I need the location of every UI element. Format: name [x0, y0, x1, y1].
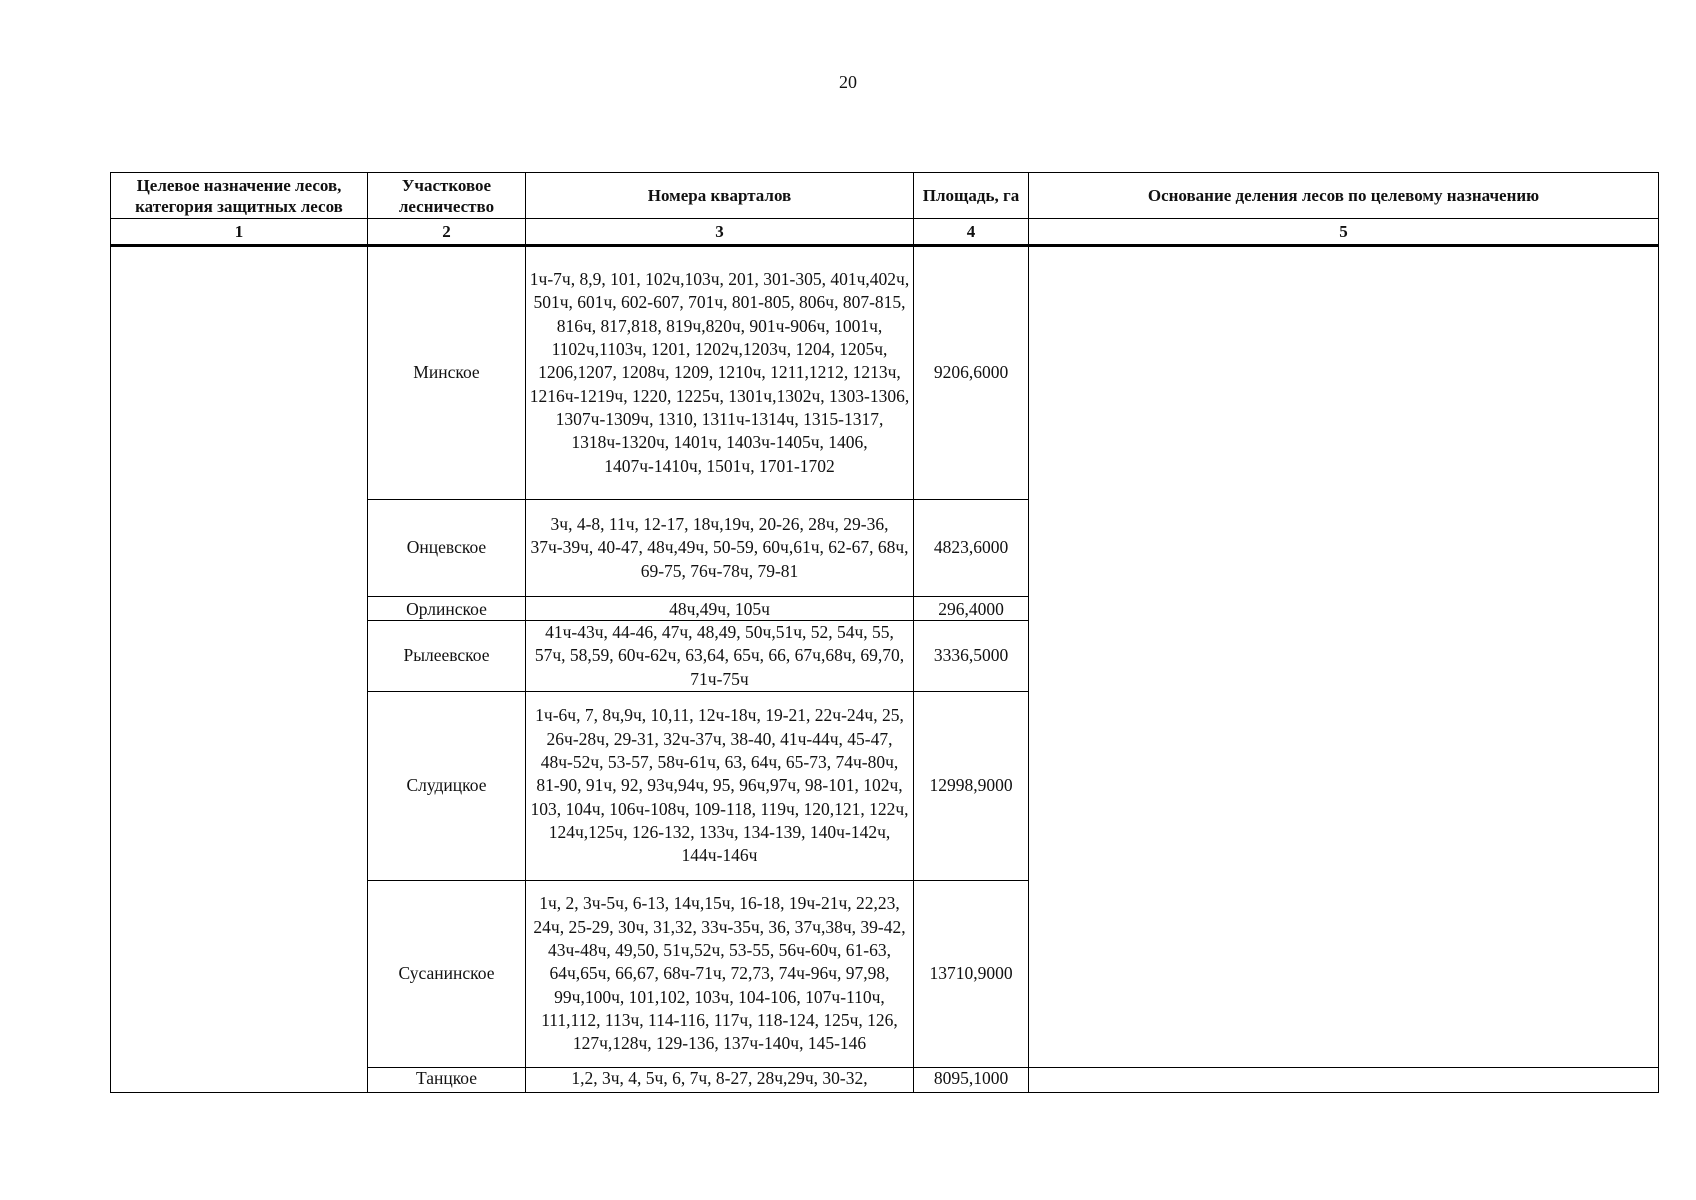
header-quarters: Номера кварталов: [526, 173, 914, 219]
forestry-cell: Орлинское: [368, 597, 526, 621]
quarters-cell: 1ч, 2, 3ч-5ч, 6-13, 14ч,15ч, 16-18, 19ч-21ч, 22,23, 24ч, 25-29, 30ч, 31,32, 33ч-35ч, 36, 37ч,38ч, 39-42, 43ч-48ч, 49,50, 51ч,52ч, 53-55, 56ч-60ч, 61-63, 64ч,65ч, 66,67, 68ч-71ч, 72,73, 74ч-96ч, 97,98, 99ч,100ч, 101,102, 103ч, 104-106, 107ч-110ч, 111,112, 113ч, 114-116, 117ч, 118-124, 125ч, 126, 127ч,128ч, 129-136, 137ч-140ч, 145-146: [526, 881, 914, 1068]
page-number: 20: [839, 72, 857, 92]
area-cell: 4823,6000: [914, 500, 1029, 597]
forestry-cell: Рылеевское: [368, 621, 526, 692]
quarters-cell: 1ч-6ч, 7, 8ч,9ч, 10,11, 12ч-18ч, 19-21, 22ч-24ч, 25, 26ч-28ч, 29-31, 32ч-37ч, 38-40, 41ч-44ч, 45-47, 48ч-52ч, 53-57, 58ч-61ч, 63, 64ч, 65-73, 74ч-80ч, 81-90, 91ч, 92, 93ч,94ч, 95, 96ч,97ч, 98-101, 102ч, 103, 104ч, 106ч-108ч, 109-118, 119ч, 120,121, 122ч, 124ч,125ч, 126-132, 133ч, 134-139, 140ч-142ч, 144ч-146ч: [526, 692, 914, 881]
quarters-cell: 48ч,49ч, 105ч: [526, 597, 914, 621]
forest-quarters-table: [110, 172, 1659, 1093]
area-cell: 9206,6000: [914, 246, 1029, 500]
area-cell: 13710,9000: [914, 881, 1029, 1068]
column-number: 3: [526, 219, 914, 246]
table-row: [111, 246, 1659, 500]
header-purpose: Целевое назначение лесов, категория защитных лесов: [111, 173, 368, 219]
header-basis: Основание деления лесов по целевому назначению: [1029, 173, 1659, 219]
forestry-cell: Танцкое: [368, 1068, 526, 1093]
column-number: 1: [111, 219, 368, 246]
forestry-cell: Минское: [368, 246, 526, 500]
area-cell: 296,4000: [914, 597, 1029, 621]
column-number-row: [111, 219, 1659, 246]
forestry-cell: Сусанинское: [368, 881, 526, 1068]
area-cell: 12998,9000: [914, 692, 1029, 881]
forestry-cell: Слудицкое: [368, 692, 526, 881]
column-number: 5: [1029, 219, 1659, 246]
column-number: 4: [914, 219, 1029, 246]
header-forestry: Участковое лесничество: [368, 173, 526, 219]
basis-cell: [1029, 246, 1659, 1068]
forestry-cell: Онцевское: [368, 500, 526, 597]
table-header-row: [111, 173, 1659, 219]
quarters-cell: 3ч, 4-8, 11ч, 12-17, 18ч,19ч, 20-26, 28ч, 29-36, 37ч-39ч, 40-47, 48ч,49ч, 50-59, 60ч,61ч, 62-67, 68ч, 69-75, 76ч-78ч, 79-81: [526, 500, 914, 597]
quarters-cell: 41ч-43ч, 44-46, 47ч, 48,49, 50ч,51ч, 52, 54ч, 55, 57ч, 58,59, 60ч-62ч, 63,64, 65ч, 66, 67ч,68ч, 69,70, 71ч-75ч: [526, 621, 914, 692]
basis-cell: [1029, 1068, 1659, 1093]
header-area: Площадь, га: [914, 173, 1029, 219]
quarters-cell: 1,2, 3ч, 4, 5ч, 6, 7ч, 8-27, 28ч,29ч, 30-32,: [526, 1068, 914, 1093]
quarters-cell: 1ч-7ч, 8,9, 101, 102ч,103ч, 201, 301-305, 401ч,402ч, 501ч, 601ч, 602-607, 701ч, 801-805, 806ч, 807-815, 816ч, 817,818, 819ч,820ч, 901ч-906ч, 1001ч, 1102ч,1103ч, 1201, 1202ч,1203ч, 1204, 1205ч, 1206,1207, 1208ч, 1209, 1210ч, 1211,1212, 1213ч, 1216ч-1219ч, 1220, 1225ч, 1301ч,1302ч, 1303-1306, 1307ч-1309ч, 1310, 1311ч-1314ч, 1315-1317, 1318ч-1320ч, 1401ч, 1403ч-1405ч, 1406, 1407ч-1410ч, 1501ч, 1701-1702: [526, 246, 914, 500]
purpose-cell: [111, 246, 368, 1093]
column-number: 2: [368, 219, 526, 246]
area-cell: 8095,1000: [914, 1068, 1029, 1093]
area-cell: 3336,5000: [914, 621, 1029, 692]
